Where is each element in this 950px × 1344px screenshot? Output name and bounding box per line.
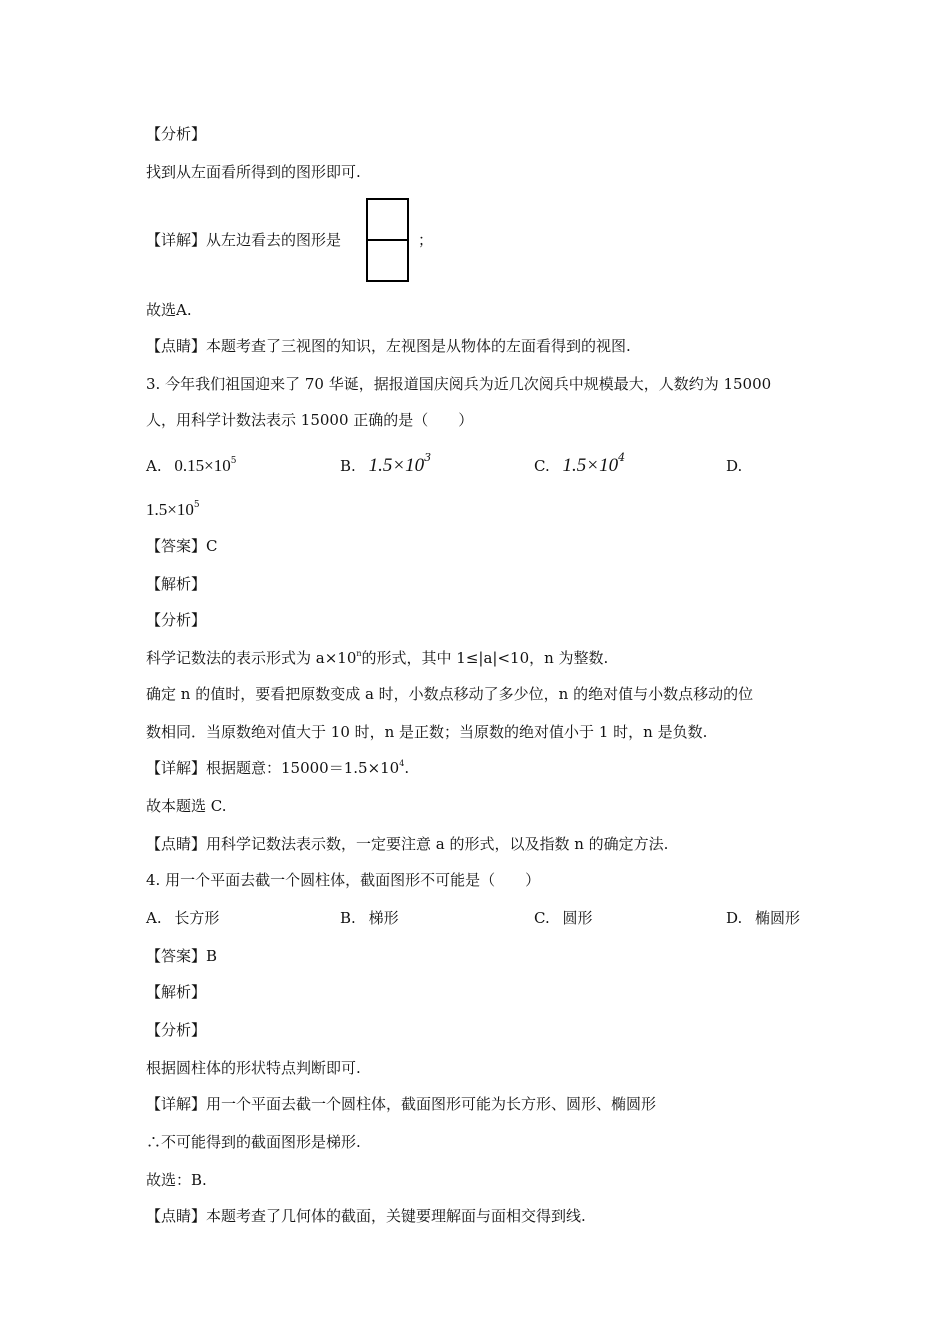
q4-option-a-text: 长方形 [174,909,220,927]
q4-analysis-heading: 【分析】 [146,1021,207,1039]
q2-analysis-heading: 【分析】 [146,125,207,143]
q4-therefore: ∴不可能得到的截面图形是梯形. [146,1133,361,1151]
q3-option-c-exp: 4 [618,451,626,464]
q3-option-b [340,451,432,476]
q2-detail-text: 【详解】从左边看去的图形是 [146,231,342,249]
q3-option-a-letter: A. [146,457,162,475]
q4-option-d-text: 椭圆形 [755,909,801,927]
q3-analysis-line1-a: 科学记数法的表示形式为 a×10 [146,649,357,667]
q3-option-b-letter: B. [340,457,356,475]
q4-option-b-text: 梯形 [368,909,399,927]
q3-jiexi-heading: 【解析】 [146,575,207,593]
q3-answer: 【答案】C [146,537,218,555]
q4-detail: 【详解】用一个平面去截一个圆柱体，截面图形可能为长方形、圆形、椭圆形 [146,1095,657,1113]
q3-analysis-line1 [146,648,608,668]
q4-analysis-text: 根据圆柱体的形状特点判断即可. [146,1059,361,1077]
q4-option-d-letter: D. [726,909,743,927]
q3-analysis-heading: 【分析】 [146,611,207,629]
q3-detail-a: 【详解】根据题意：15000＝1.5×10 [146,759,400,777]
q3-analysis-line1-b: 的形式，其中 1≤|a|<10，n 为整数. [361,649,609,667]
q4-choice: 故选：B. [146,1171,207,1189]
q3-option-d-letter: D. [726,457,743,475]
q2-detail-tail: ； [418,231,434,249]
q4-option-c [534,908,593,928]
q3-option-b-exp: 3 [424,451,432,464]
q3-option-a-base: 0.15×10 [174,456,231,475]
q4-option-d [726,908,800,928]
q2-comment: 【点睛】本题考查了三视图的知识，左视图是从物体的左面看得到的视图. [146,337,631,355]
q3-option-d-exp: 5 [193,500,200,510]
q4-stem: 4. 用一个平面去截一个圆柱体，截面图形不可能是（ ） [146,871,541,889]
q4-answer: 【答案】B [146,947,218,965]
q3-option-d-base: 1.5×10 [146,500,194,519]
q3-comment: 【点睛】用科学记数法表示数，一定要注意 a 的形式，以及指数 n 的确定方法. [146,835,669,853]
q3-analysis-line2: 确定 n 的值时，要看把原数变成 a 时，小数点移动了多少位，n 的绝对值与小数点移动的位 [146,685,754,703]
q3-option-c-letter: C. [534,457,550,475]
q3-option-b-base: 1.5×10 [368,455,425,476]
q3-stem-line1: 3. 今年我们祖国迎来了 70 华诞，据报道国庆阅兵为近几次阅兵中规模最大，人数约为 15000 [146,375,772,393]
q3-analysis-line1-exp: n [356,649,362,658]
q4-jiexi-heading: 【解析】 [146,983,207,1001]
q4-option-a-letter: A. [146,909,162,927]
q4-option-a [146,908,219,928]
q4-option-b-letter: B. [340,909,356,927]
q4-option-b [340,908,399,928]
q3-option-a-exp: 5 [230,456,237,466]
q3-detail [146,758,409,778]
q3-detail-exp: 4 [399,759,405,768]
q4-option-c-text: 圆形 [562,909,593,927]
q4-option-c-letter: C. [534,909,550,927]
q3-option-c-base: 1.5×10 [562,455,619,476]
q2-choice: 故选A. [146,301,192,319]
q3-option-d [146,500,200,520]
q2-analysis-text: 找到从左面看所得到的图形即可. [146,163,361,181]
q3-option-c [534,451,626,476]
q3-analysis-line3: 数相同．当原数绝对值大于 10 时，n 是正数；当原数的绝对值小于 1 时，n 是负数. [146,723,708,741]
q3-choice: 故本题选 C. [146,797,227,815]
q3-option-a [146,456,236,476]
left-view-figure [366,198,409,282]
q4-comment: 【点睛】本题考查了几何体的截面，关键要理解面与面相交得到线. [146,1207,586,1225]
q3-detail-b: . [404,759,410,777]
q3-stem-line2: 人，用科学计数法表示 15000 正确的是（ ） [146,411,474,429]
